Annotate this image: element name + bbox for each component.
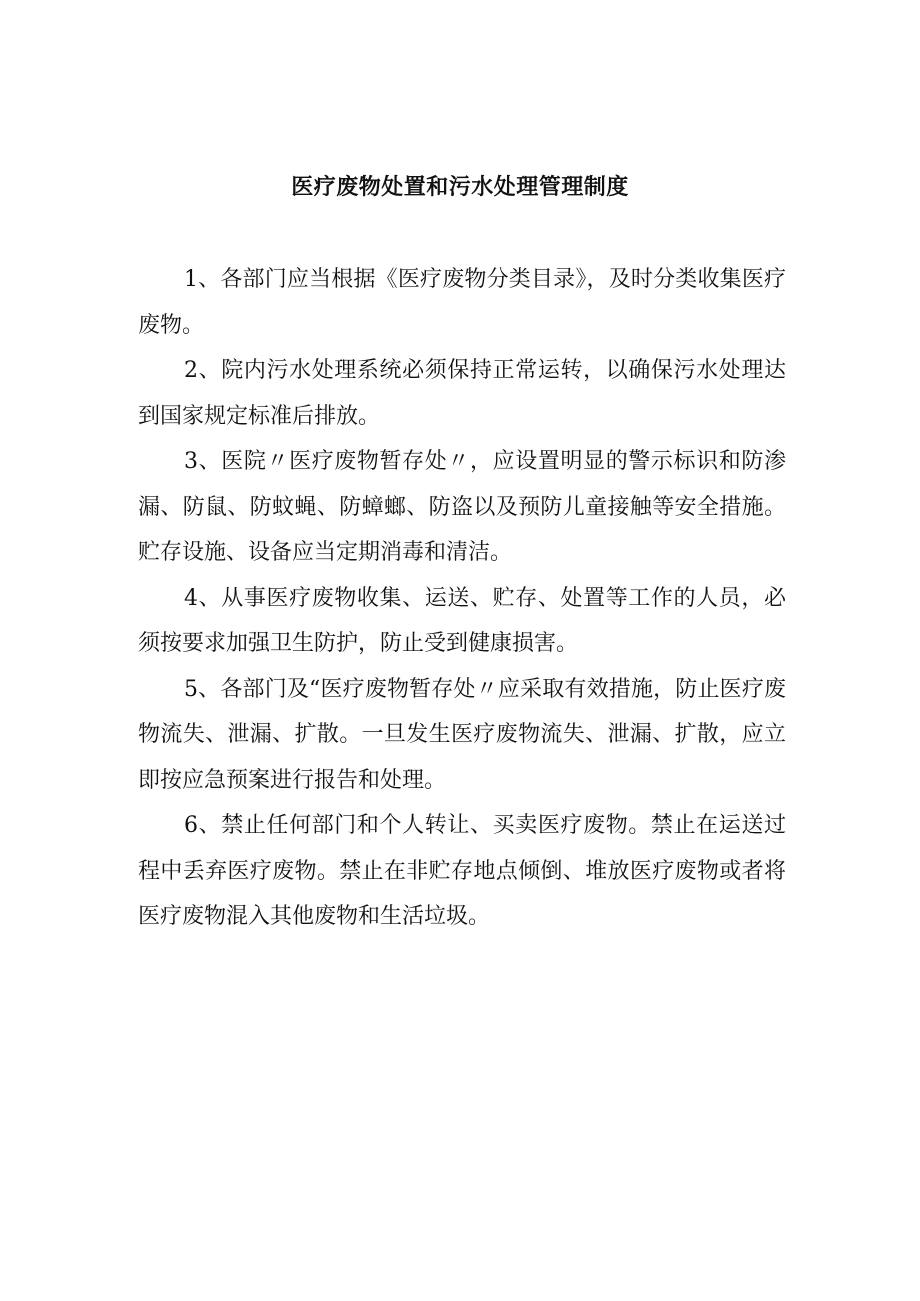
paragraph-1: 1、各部门应当根据《医疗废物分类目录》，及时分类收集医疗废物。 bbox=[138, 267, 786, 338]
paragraph-4: 4、从事医疗废物收集、运送、贮存、处置等工作的人员，必须按要求加强卫生防护，防止受到健康损害。 bbox=[138, 585, 786, 656]
paragraph-6: 6、禁止任何部门和个人转让、买卖医疗废物。禁止在运送过程中丢弃医疗废物。禁止在非贮存地点倾倒、堆放医疗废物或者将医疗废物混入其他废物和生活垃圾。 bbox=[138, 813, 786, 929]
paragraph-5: 5、各部门及“医疗废物暂存处〃应采取有效措施，防止医疗废物流失、泄漏、扩散。一旦发生医疗废物流失、泄漏、扩散，应立即按应急预案进行报告和处理。 bbox=[138, 676, 786, 793]
paragraph-2: 2、院内污水处理系统必须保持正常运转，以确保污水处理达到国家规定标准后排放。 bbox=[138, 358, 786, 429]
document-title: 医疗废物处置和污水处理管理制度 bbox=[291, 174, 629, 200]
paragraph-3: 3、医院〃医疗废物暂存处〃，应设置明显的警示标识和防渗漏、防鼠、防蚊蝇、防蟑螂、防盗以及预防儿童接触等安全措施。贮存设施、设备应当定期消毒和清洁。 bbox=[138, 449, 786, 565]
document-body bbox=[138, 257, 786, 940]
